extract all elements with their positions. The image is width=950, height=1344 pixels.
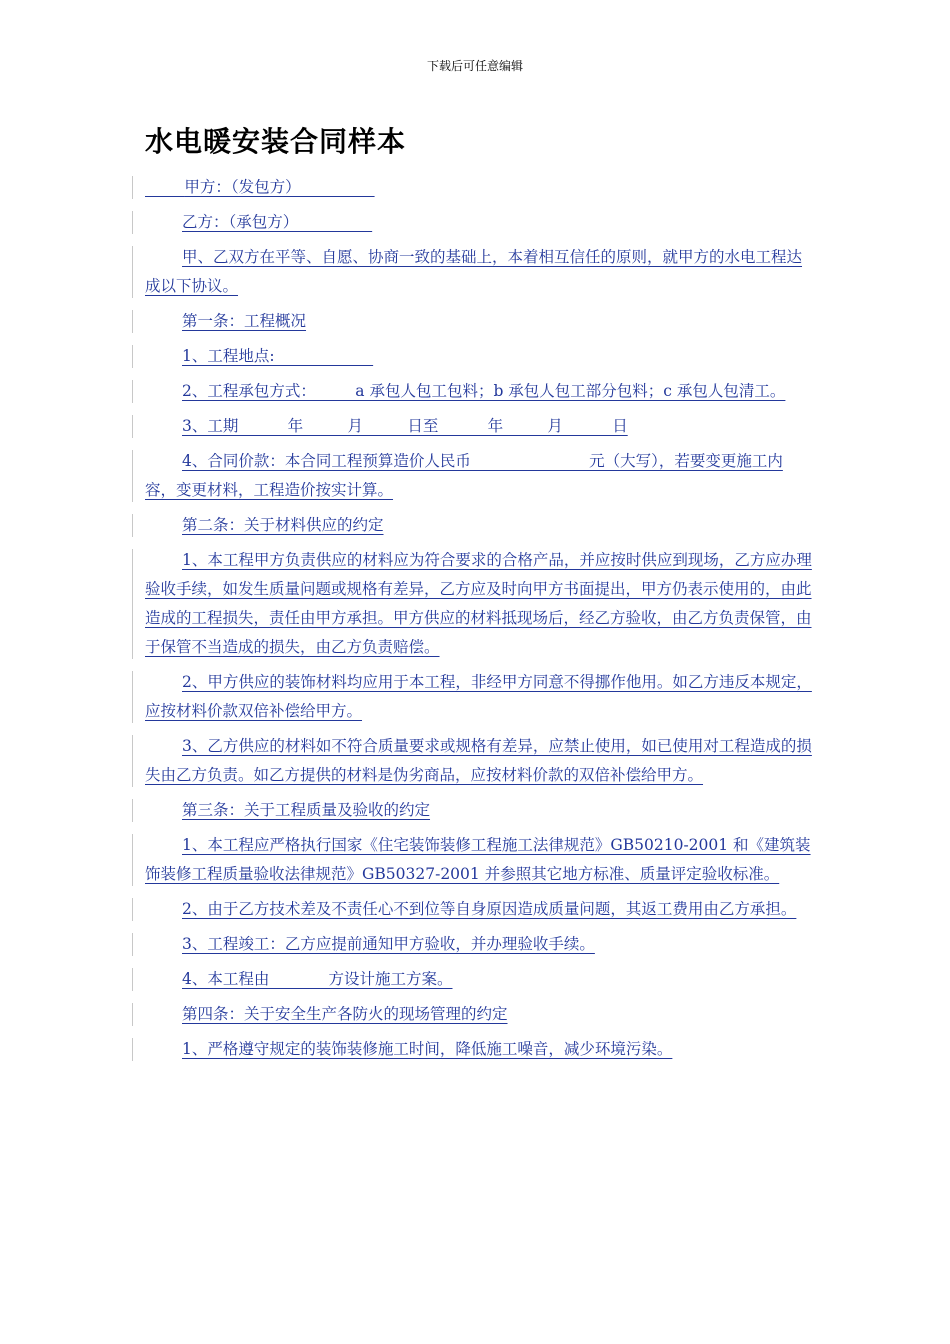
clause-1-4: 4、合同价款：本合同工程预算造价人民币 元（大写），若要变更施工内容，变更材料，工程造价按实计算。	[145, 447, 813, 505]
article-1-heading: 第一条：工程概况	[145, 307, 813, 336]
party-a-line: 甲方：（发包方）	[145, 173, 813, 202]
article-4-heading: 第四条：关于安全生产各防火的现场管理的约定	[145, 1000, 813, 1029]
contract-body	[0, 170, 950, 1064]
clause-2-1: 1、本工程甲方负责供应的材料应为符合要求的合格产品，并应按时供应到现场，乙方应办理验收手续，如发生质量问题或规格有差异，乙方应及时向甲方书面提出，甲方仍表示使用的，由此造成的工程损失，责任由甲方承担。甲方供应的材料抵现场后，经乙方验收，由乙方负责保管，由于保管不当造成的损失，由乙方负责赔偿。	[145, 546, 813, 662]
article-3-heading: 第三条：关于工程质量及验收的约定	[145, 796, 813, 825]
page-header-note: 下载后可任意编辑	[426, 59, 523, 73]
clause-3-1: 1、本工程应严格执行国家《住宅装饰装修工程施工法律规范》GB50210-2001 和《建筑装饰装修工程质量验收法律规范》GB50327-2001 并参照其它地方标准、质量评定验收标准。	[145, 831, 813, 889]
clause-3-2: 2、由于乙方技术差及不责任心不到位等自身原因造成质量问题，其返工费用由乙方承担。	[145, 895, 813, 924]
article-2-heading: 第二条：关于材料供应的约定	[145, 511, 813, 540]
clause-1-2: 2、工程承包方式： a 承包人包工包料；b 承包人包工部分包料；c 承包人包清工。	[145, 377, 813, 406]
clause-2-3: 3、乙方供应的材料如不符合质量要求或规格有差异，应禁止使用，如已使用对工程造成的损失由乙方负责。如乙方提供的材料是伪劣商品，应按材料价款的双倍补偿给甲方。	[145, 732, 813, 790]
clause-3-3: 3、工程竣工：乙方应提前通知甲方验收，并办理验收手续。	[145, 930, 813, 959]
clause-1-3: 3、工期 年 月 日至 年 月 日	[145, 412, 813, 441]
preamble-paragraph: 甲、乙双方在平等、自愿、协商一致的基础上，本着相互信任的原则，就甲方的水电工程达成以下协议。	[145, 243, 813, 301]
clause-4-1: 1、严格遵守规定的装饰装修施工时间，降低施工噪音，减少环境污染。	[145, 1035, 813, 1064]
party-b-line: 乙方：（承包方）	[145, 208, 813, 237]
clause-3-4: 4、本工程由 方设计施工方案。	[145, 965, 813, 994]
clause-1-1: 1、工程地点:	[145, 342, 813, 371]
clause-2-2: 2、甲方供应的装饰材料均应用于本工程，非经甲方同意不得挪作他用。如乙方违反本规定，应按材料价款双倍补偿给甲方。	[145, 668, 813, 726]
document-title: 水电暖安装合同样本	[145, 125, 407, 158]
